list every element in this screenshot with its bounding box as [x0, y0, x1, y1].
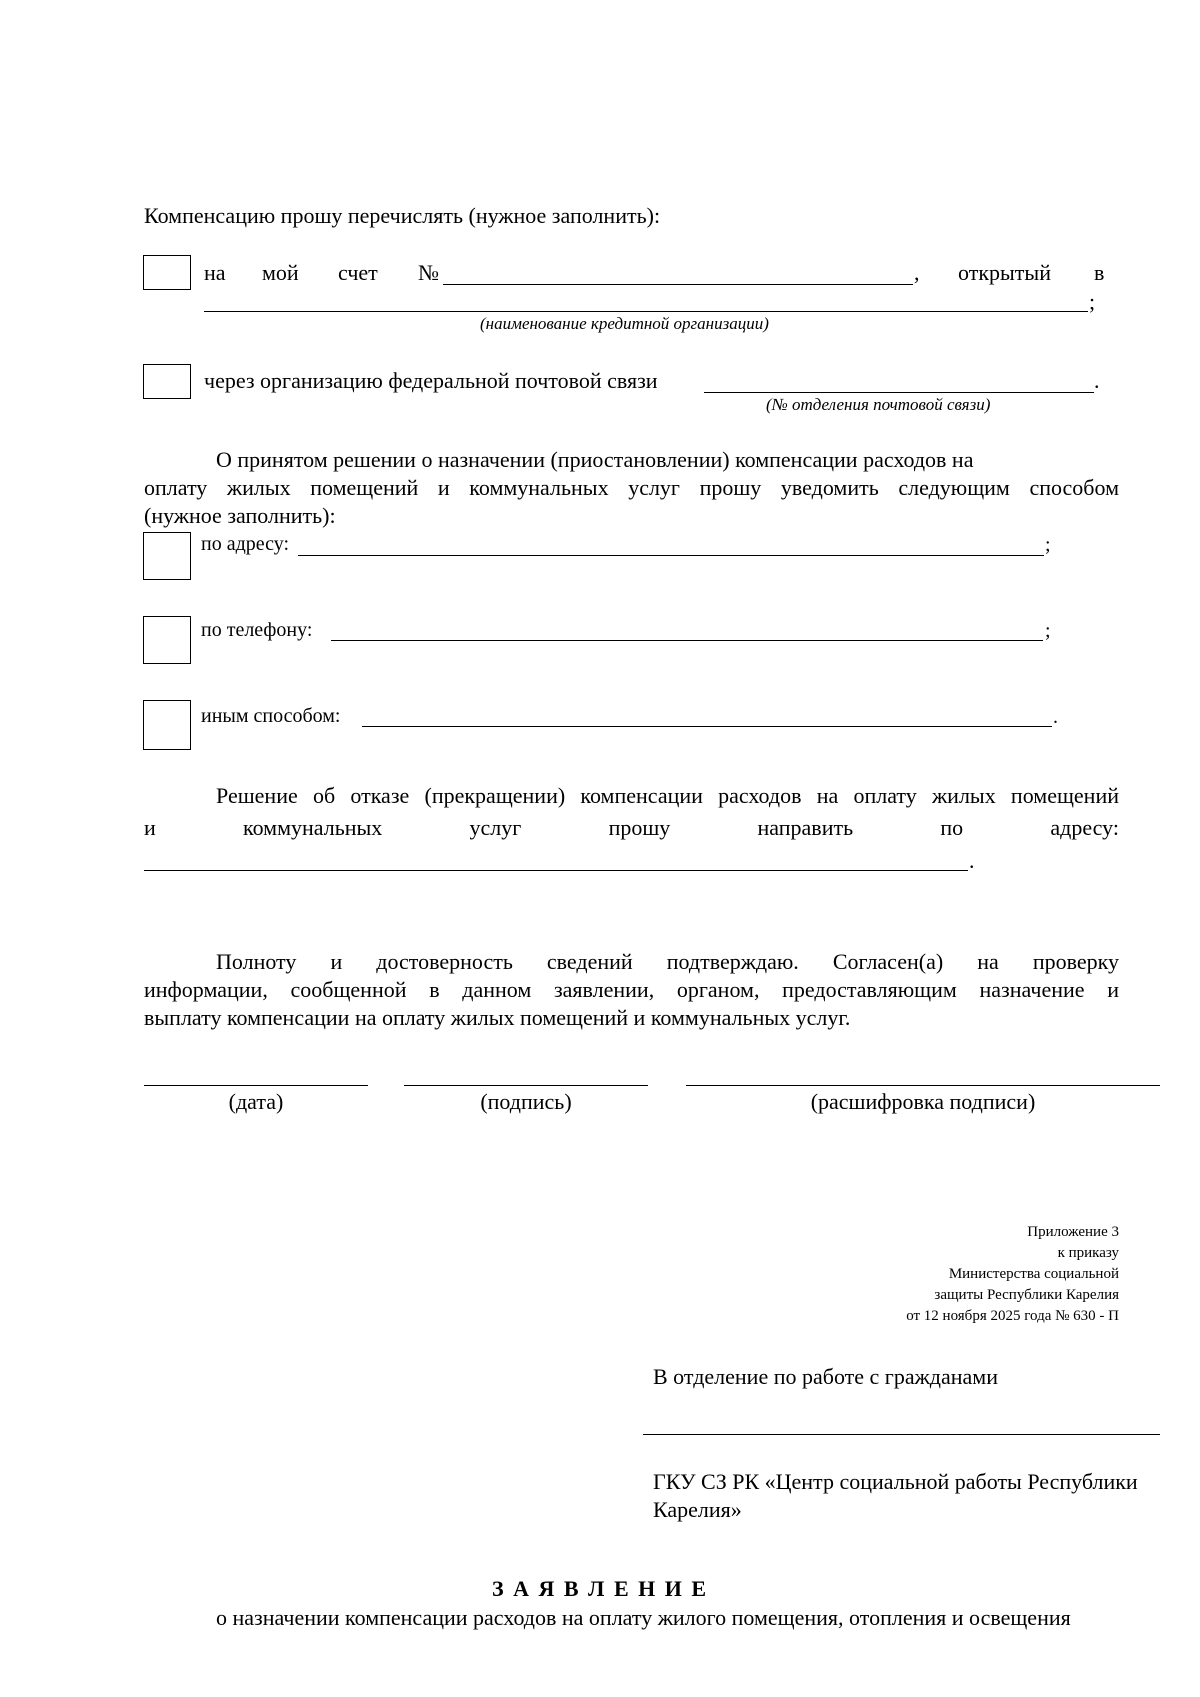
date-field[interactable]: [144, 1085, 368, 1086]
account-word-schet: счет: [338, 260, 378, 285]
account-comma: ,: [914, 260, 920, 285]
other-end: .: [1053, 706, 1058, 728]
refusal-word-7: адресу:: [1050, 815, 1119, 840]
address-field[interactable]: [298, 555, 1044, 556]
refusal-end: .: [969, 848, 975, 873]
phone-checkbox[interactable]: [143, 616, 191, 664]
signature-decode-field[interactable]: [686, 1085, 1160, 1086]
confirm-line2: информации, сообщенной в данном заявлении, органом, предоставляющим назначение и: [144, 977, 1119, 1002]
refusal-word-1: и: [144, 815, 156, 840]
refusal-line1: Решение об отказе (прекращении) компенсации расходов на оплату жилых помещений: [216, 783, 1119, 808]
recipient-line3: Карелия»: [653, 1497, 742, 1522]
transfer-heading: Компенсацию прошу перечислять (нужное заполнить):: [144, 203, 661, 228]
notify-intro-line3: (нужное заполнить):: [144, 503, 336, 528]
appendix-line3: Министерства социальной: [948, 1266, 1119, 1282]
account-in-word: в: [1094, 260, 1105, 285]
refusal-word-6: по: [940, 815, 964, 840]
notify-intro-line1: [216, 446, 1119, 474]
refusal-line2: [144, 814, 1119, 842]
bank-name-field[interactable]: [204, 311, 1088, 312]
post-office-caption: (№ отделения почтовой связи): [766, 395, 991, 414]
account-checkbox[interactable]: [143, 255, 191, 290]
phone-end: ;: [1045, 620, 1051, 642]
refusal-address-field[interactable]: [144, 870, 968, 871]
refusal-word-5: направить: [757, 815, 854, 840]
account-word-na: на: [204, 260, 226, 285]
recipient-department-field[interactable]: [643, 1434, 1160, 1435]
other-label: иным способом:: [201, 705, 341, 727]
signature-caption: (подпись): [480, 1089, 572, 1114]
address-label: по адресу:: [201, 533, 290, 555]
account-word-moi: мой: [262, 260, 299, 285]
date-caption: (дата): [228, 1089, 284, 1114]
post-office-field[interactable]: [704, 392, 1094, 393]
post-period: .: [1094, 368, 1100, 393]
address-end: ;: [1045, 534, 1051, 556]
other-checkbox[interactable]: [143, 700, 191, 750]
confirm-line3: выплату компенсации на оплату жилых помещений и коммунальных услуг.: [144, 1005, 851, 1030]
appendix-line5: от 12 ноября 2025 года № 630 - П: [906, 1308, 1119, 1324]
phone-label: по телефону:: [201, 619, 313, 641]
account-number-field[interactable]: [443, 284, 913, 285]
post-label: через организацию федеральной почтовой связи: [204, 368, 658, 393]
refusal-word-4: прошу: [608, 815, 671, 840]
bank-semicolon: ;: [1089, 289, 1096, 314]
refusal-word-3: услуг: [469, 815, 522, 840]
refusal-word-2: коммунальных: [243, 815, 383, 840]
address-checkbox[interactable]: [143, 532, 191, 580]
statement-subtitle: о назначении компенсации расходов на оплату жилого помещения, отопления и освещения: [216, 1605, 1071, 1630]
other-field[interactable]: [362, 726, 1052, 727]
notify-intro-line2: оплату жилых помещений и коммунальных услуг прошу уведомить следующим способом: [144, 475, 1119, 500]
appendix-line2: к приказу: [1057, 1245, 1119, 1261]
recipient-line1: В отделение по работе с гражданами: [653, 1364, 998, 1389]
appendix-line4: защиты Республики Карелия: [934, 1287, 1119, 1303]
account-number-sign: №: [418, 260, 439, 285]
post-checkbox[interactable]: [143, 364, 191, 399]
appendix-line1: Приложение 3: [1027, 1224, 1119, 1240]
recipient-line2: ГКУ СЗ РК «Центр социальной работы Республики: [653, 1469, 1138, 1494]
notify-intro-line1-text: О принятом решении о назначении (приостановлении) компенсации расходов на: [216, 447, 974, 472]
account-opened-word: открытый: [958, 260, 1051, 285]
confirm-line1: Полноту и достоверность сведений подтверждаю. Согласен(а) на проверку: [216, 949, 1119, 974]
statement-title: З А Я В Л Е Н И Е: [491, 1576, 709, 1601]
signature-field[interactable]: [404, 1085, 648, 1086]
signature-decode-caption: (расшифровка подписи): [810, 1089, 1036, 1114]
bank-name-caption: (наименование кредитной организации): [480, 314, 769, 333]
phone-field[interactable]: [331, 640, 1043, 641]
